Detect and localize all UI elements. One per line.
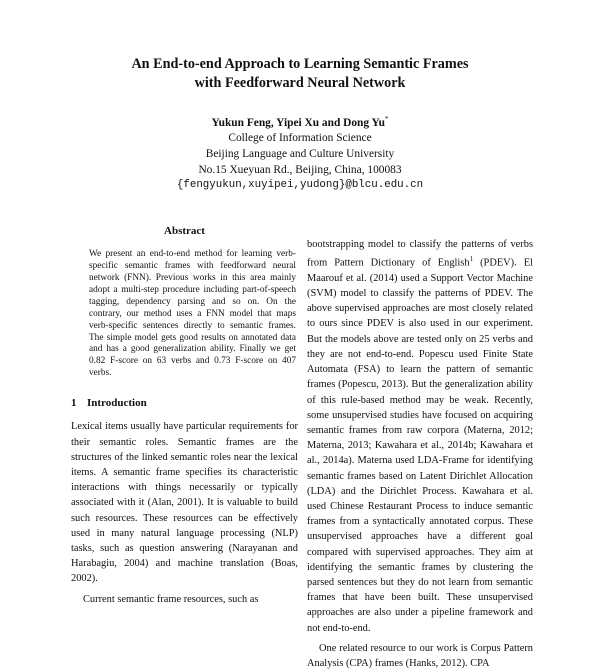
section-title: Introduction xyxy=(87,397,147,410)
affiliation-college: College of Information Science xyxy=(228,132,372,145)
intro-paragraph-2: Current semantic frame resources, such as xyxy=(83,593,259,605)
left-column xyxy=(71,224,298,607)
related-work-paragraph xyxy=(307,237,533,636)
author-block xyxy=(100,112,500,194)
intro-paragraph-1: Lexical items usually have particular requirements for their semantic roles. Semantic frames are the structures of the linked semantic roles near the lexical items. A semantic frame specifies its characteristic interactions with things necessarily or typically associated with it (Alan, 2001). It is valuable to build such resources. These resources can be effectively used in many natural language processing (NLP) tasks, such as question answering (Narayanan and Harabagiu, 2004) and machine translation (Boas, 2002). xyxy=(71,421,298,585)
title-line-1: An End-to-end Approach to Learning Semantic Frames xyxy=(131,56,469,72)
author-emails: {fengyukun,xuyipei,yudong}@blcu.edu.cn xyxy=(176,179,424,192)
section-heading-introduction xyxy=(71,396,298,411)
title-line-2: with Feedforward Neural Network xyxy=(194,75,406,91)
section-number: 1 xyxy=(71,397,77,410)
affiliation-university: Beijing Language and Culture University xyxy=(205,147,395,160)
author-names: Yukun Feng, Yipei Xu and Dong Yu xyxy=(211,116,386,129)
author-names-line xyxy=(100,112,500,131)
corresponding-author-marker: * xyxy=(385,115,389,123)
right-column xyxy=(307,237,533,671)
footnote-marker: 1 xyxy=(469,255,474,264)
affiliation-address: No.15 Xueyuan Rd., Beijing, China, 100083 xyxy=(198,163,402,176)
paper-title xyxy=(60,55,540,93)
abstract-text: We present an end-to-end method for learning verb-specific semantic frames with feedforward neural network (FNN). Previous works in this area mainly adopt a multi-step procedure including part-of-speech tagging, dependency parsing and so on. On the contrary, our method uses a FNN model that maps verb-specific sentences directly to semantic frames. The simple model gets good results on annotated data and has a good generalization ability. Finally we get 0.82 F-score on 63 verbs and 0.73 F-score on 407 verbs. xyxy=(89,249,296,379)
related-work-text-b: (PDEV). El Maarouf et al. (2014) used a Support Vector Machine (SVM) model to classify the patterns of PDEV. The above supervised approaches are most closely related to ours since PDEV is also used in our experiment. But the models above are tested only on 25 verbs and they are not end-to-end. Popescu used Finite State Automata (FSA) to learn the pattern of semantic frames (Popescu, 2013). But the generalization ability of this rule-based method may be weak. Recently, some unsupervised studies have focused on acquiring semantic frames from raw corpora (Materna, 2012; Materna, 2013; Kawahara et al., 2014b; Kawahara et al., 2014a). Materna used LDA-Frame for identifying semantic frames based on Latent Dirichlet Allocation (LDA) and the Dirichlet Process. Kawahara et al. used Chinese Restaurant Process to induce semantic frames from a syntactically annotated corpus. These unsupervised approaches have a different goal compared with supervised approaches. They aim at identifying the semantic frames by clustering the parsed sentences but they do not learn from semantic frames that have been built. These unsupervised approaches are also under a pipeline framework and not end-to-end. xyxy=(307,257,533,634)
cpa-paragraph: One related resource to our work is Corpus Pattern Analysis (CPA) frames (Hanks, 2012). CPA xyxy=(307,642,533,669)
abstract-heading: Abstract xyxy=(164,225,205,237)
related-work-text-a: bootstrapping model to classify the patterns of verbs from Pattern Dictionary of English xyxy=(307,239,533,269)
